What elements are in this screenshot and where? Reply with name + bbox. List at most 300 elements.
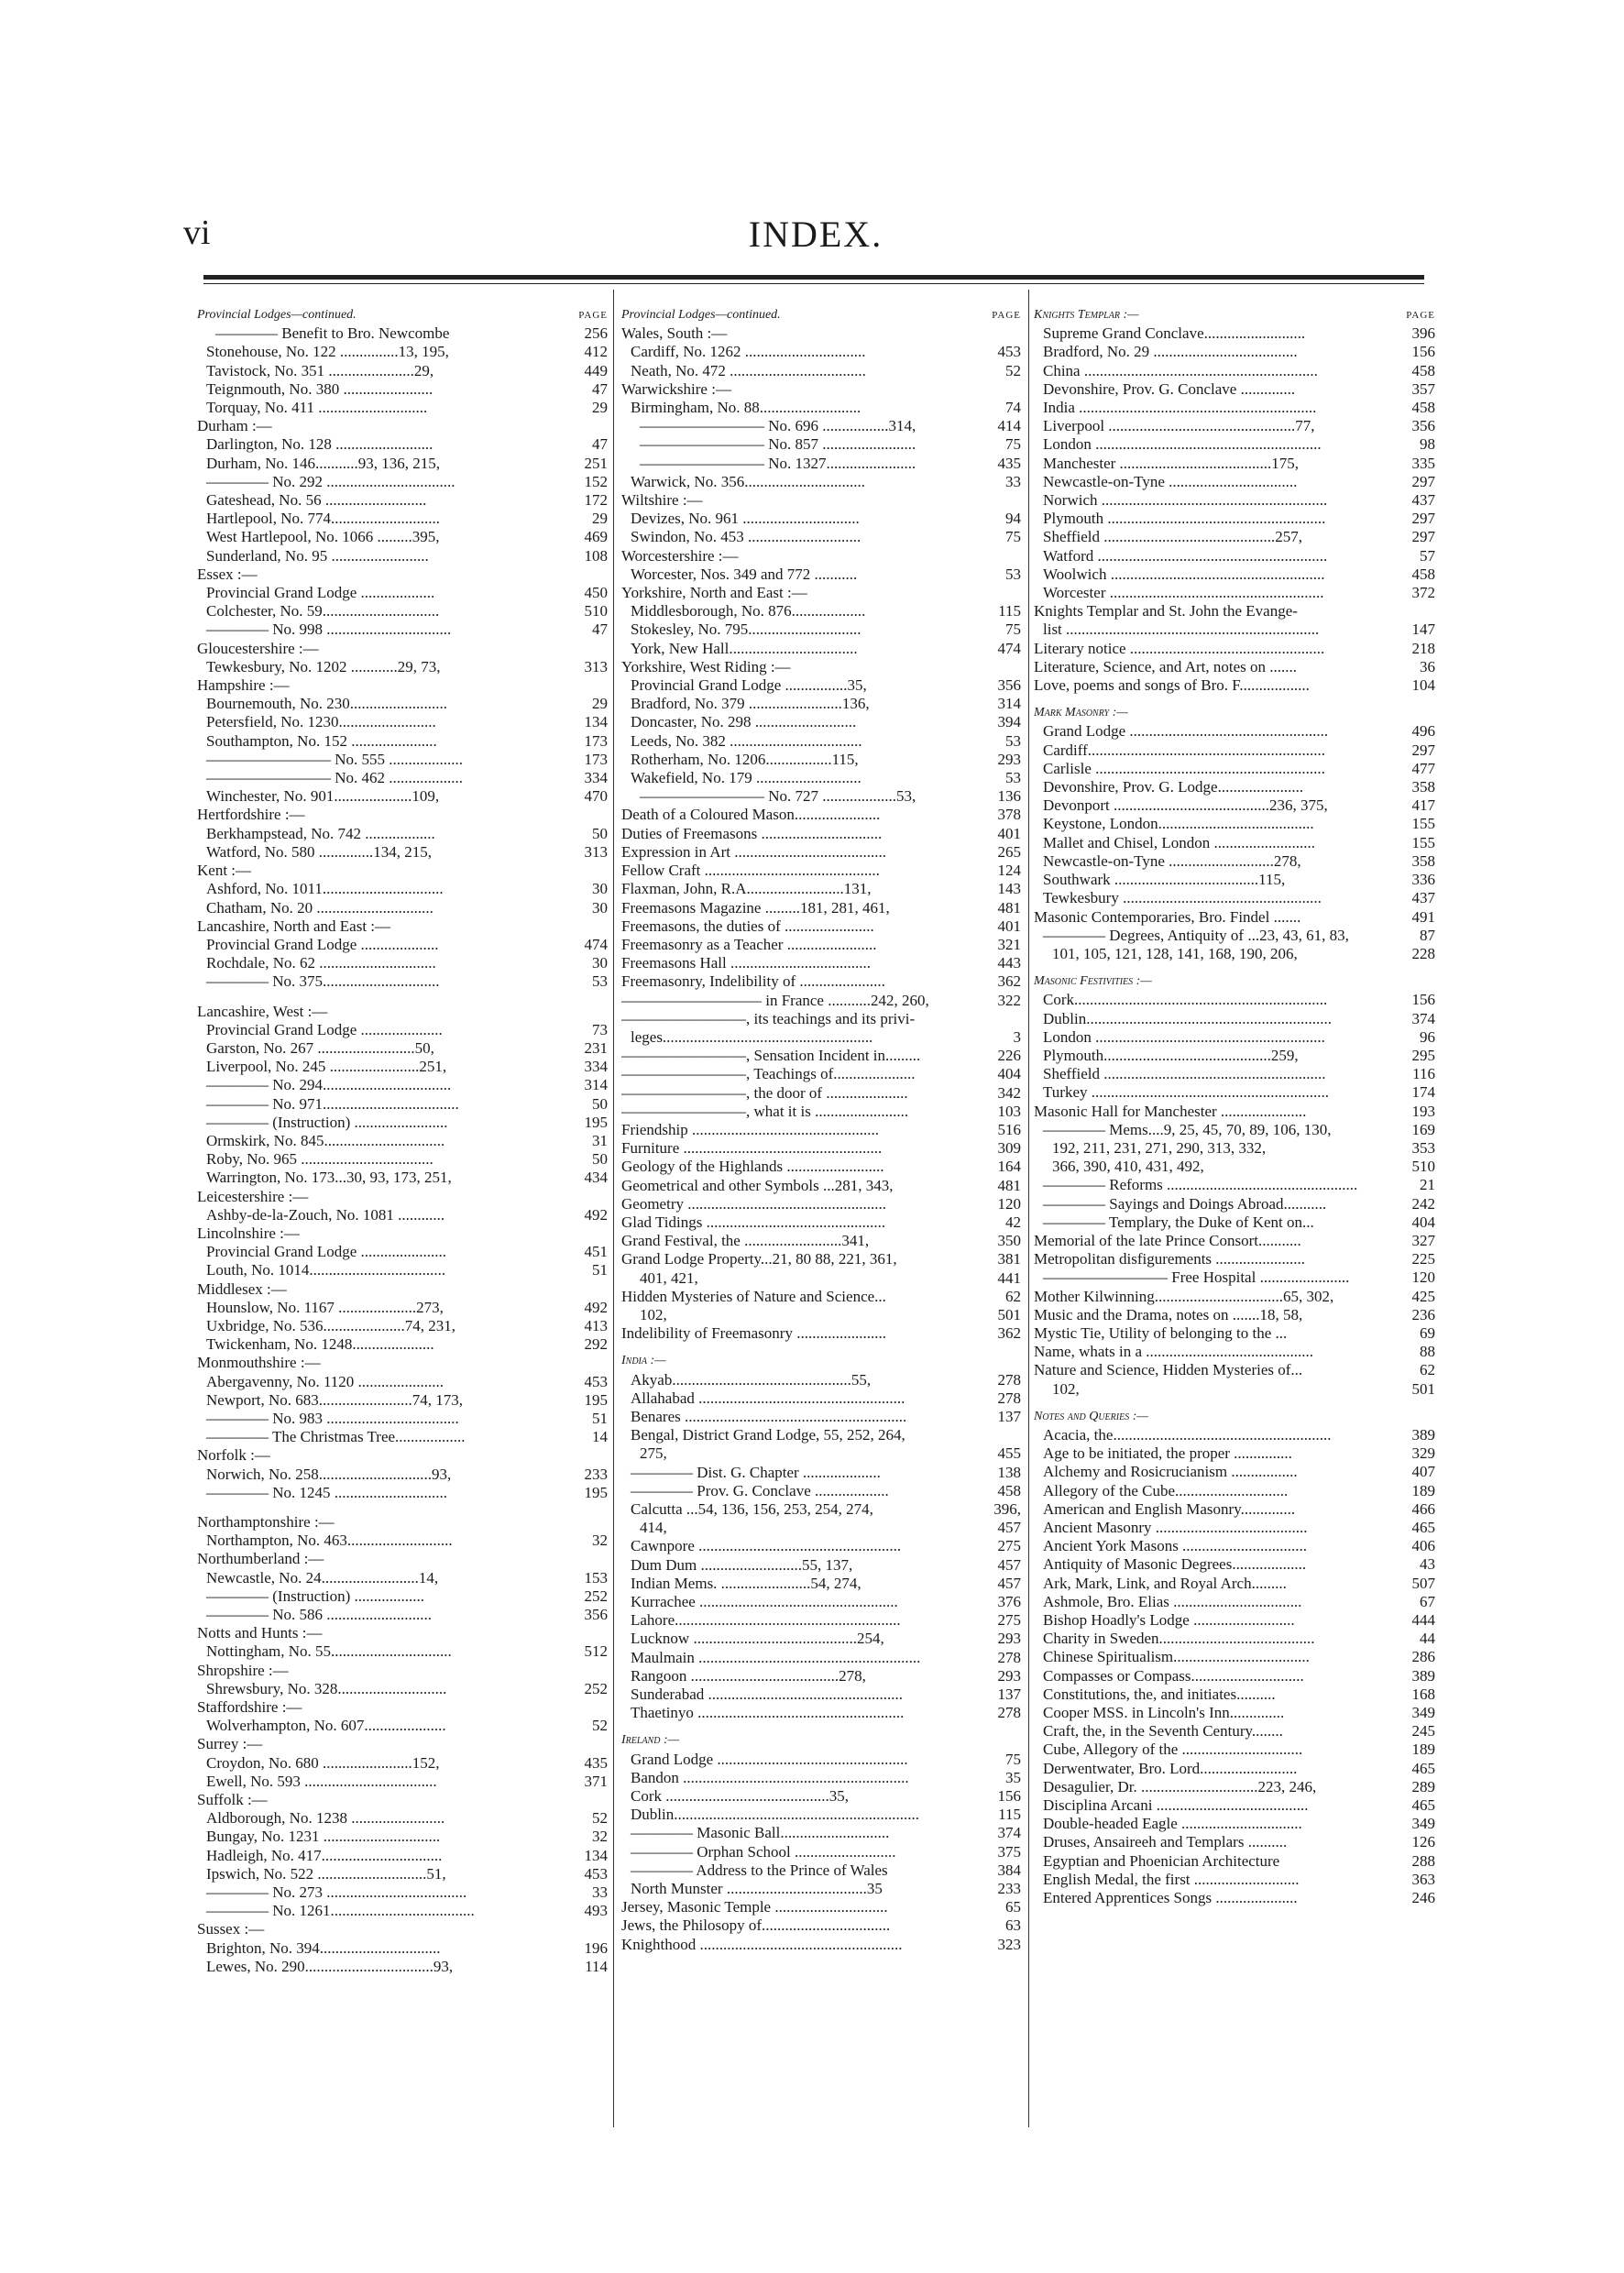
page-number: 108	[581, 547, 609, 566]
entry-text: Freemasons Magazine .........181, 281, 461,	[621, 898, 890, 917]
index-entry	[197, 1902, 608, 1920]
page-number: 510	[1409, 1158, 1436, 1176]
entry-text: Torquay, No. 411 ............................	[206, 399, 428, 417]
page-number: 313	[581, 843, 609, 862]
index-entry	[621, 640, 1021, 658]
entry-text: Stokesley, No. 795.............................	[631, 620, 861, 639]
index-entry	[621, 1519, 1021, 1537]
index-entry	[197, 695, 608, 713]
entry-text: ———— Reforms .................................................	[1043, 1176, 1358, 1194]
entry-text: Lincolnshire :—	[197, 1224, 300, 1242]
index-entry	[197, 584, 608, 602]
entry-text: ———————— No. 696 .................314,	[640, 417, 916, 435]
index-entry	[621, 695, 1021, 713]
page-number: 335	[1409, 455, 1436, 473]
index-entry	[197, 343, 608, 361]
index-entry	[197, 473, 608, 491]
entry-text: Chatham, No. 20 ..............................	[206, 898, 433, 917]
index-entry	[1034, 324, 1435, 343]
page-number: 376	[994, 1593, 1022, 1611]
index-entry	[1034, 1028, 1435, 1047]
entry-text: Cube, Allegory of the ...............................	[1043, 1740, 1303, 1759]
page-number: 297	[1409, 741, 1436, 760]
page-number: 75	[1002, 1751, 1021, 1769]
index-entry	[621, 1121, 1021, 1139]
index-entry	[621, 1751, 1021, 1769]
entry-text: Ipswich, No. 522 ............................51,	[206, 1864, 446, 1883]
index-entry	[621, 620, 1021, 639]
index-entry	[621, 491, 1021, 510]
page-number: 164	[994, 1158, 1022, 1176]
page-number: 417	[1409, 796, 1436, 815]
entry-text: ————————, the door of .....................	[621, 1083, 908, 1102]
entry-text: Gateshead, No. 56 ..........................	[206, 491, 427, 510]
entry-text: Freemasonry as a Teacher .......................	[621, 935, 877, 953]
page-number: 481	[994, 1177, 1022, 1195]
entry-text: 366, 390, 410, 431, 492,	[1052, 1158, 1204, 1176]
index-entry	[197, 917, 608, 936]
page-number: 292	[581, 1335, 609, 1354]
page-number: 51	[588, 1410, 608, 1428]
page-number: 457	[994, 1556, 1022, 1575]
page-number: 357	[1409, 380, 1436, 399]
index-entry	[197, 1773, 608, 1791]
index-entry	[197, 825, 608, 843]
index-entry	[621, 1464, 1021, 1482]
page-number: 57	[1416, 547, 1435, 566]
section-heading: Masonic Festivities :—	[1034, 974, 1152, 989]
index-entry	[1034, 1778, 1435, 1796]
page-number: 124	[994, 862, 1022, 880]
page-number: 115	[994, 1806, 1021, 1824]
index-entry	[1034, 1500, 1435, 1519]
page-number: 453	[994, 343, 1022, 361]
entry-text: Tewkesbury, No. 1202 ............29, 73,	[206, 657, 441, 675]
page-number: 412	[581, 343, 609, 361]
index-entry	[1034, 1871, 1435, 1889]
entry-text: Sussex :—	[197, 1920, 265, 1938]
index-entry	[621, 1269, 1021, 1288]
page-number: 21	[1416, 1176, 1435, 1194]
entry-text: 401, 421,	[640, 1268, 698, 1287]
page-number: 404	[1409, 1213, 1436, 1232]
page-number: 47	[588, 435, 608, 454]
page-title: INDEX.	[748, 214, 883, 255]
index-entry	[197, 676, 608, 695]
page-number: 174	[1409, 1083, 1436, 1102]
index-entry	[197, 1446, 608, 1465]
entry-text: Garston, No. 267 .........................50,	[206, 1038, 434, 1057]
entry-text: Duties of Freemasons ...............................	[621, 824, 883, 842]
entry-list	[197, 324, 608, 1976]
page-number: 492	[581, 1206, 609, 1224]
page-number: 147	[1409, 620, 1436, 639]
index-entry	[1034, 380, 1435, 399]
page-number: 120	[994, 1195, 1022, 1213]
entry-text: Leeds, No. 382 ..................................	[631, 731, 862, 750]
page-number: 455	[994, 1444, 1022, 1463]
page-number: 314	[581, 1076, 609, 1094]
entry-text: Indian Mems. .......................54, 274,	[631, 1574, 861, 1592]
index-entry	[197, 936, 608, 954]
index-entry	[197, 1150, 608, 1169]
entry-text: Rangoon ......................................278,	[631, 1666, 866, 1685]
entry-text: Masonic Hall for Manchester ......................	[1034, 1102, 1307, 1120]
page-number: 323	[994, 1936, 1022, 1954]
page-number: 30	[588, 880, 608, 898]
entry-text: Masonic Contemporaries, Bro. Findel .......	[1034, 907, 1301, 926]
entry-text: Mallet and Chisel, London ..........................	[1043, 833, 1316, 851]
page-number: 195	[581, 1484, 609, 1502]
entry-text: Literary notice ..................................................	[1034, 639, 1325, 657]
column-head-title: Provincial Lodges—continued.	[621, 308, 781, 322]
page-number: 329	[1409, 1444, 1436, 1463]
index-entry	[1034, 602, 1435, 620]
page-number: 293	[994, 751, 1022, 769]
entry-text: Provincial Grand Lodge ....................	[206, 935, 439, 953]
index-entry	[197, 806, 608, 824]
entry-text: Ancient York Masons ................................	[1043, 1537, 1308, 1555]
entry-text: Disciplina Arcani .......................................	[1043, 1796, 1309, 1815]
page-number: 297	[1409, 528, 1436, 546]
entry-text: Southwark .....................................115,	[1043, 871, 1286, 889]
entry-text: Provincial Grand Lodge ......................	[206, 1243, 447, 1261]
header-thick-rule	[203, 275, 1424, 280]
entry-text: Devonshire, Prov. G. Lodge......................	[1043, 778, 1304, 796]
page-number: 378	[994, 806, 1022, 824]
entry-text: Freemasons, the duties of .......................	[621, 917, 874, 935]
entry-text: ————————, Sensation Incident in.........	[621, 1047, 921, 1065]
index-entry	[1034, 1047, 1435, 1065]
page-number: 286	[1409, 1648, 1436, 1666]
index-entry	[1034, 945, 1435, 963]
entry-text: Provincial Grand Lodge ...................	[206, 584, 435, 602]
page-number: 156	[994, 1787, 1022, 1806]
page-number: 35	[1002, 1769, 1021, 1787]
index-entry	[197, 972, 608, 991]
page-number: 173	[581, 732, 609, 751]
index-entry	[197, 1132, 608, 1150]
entry-text: ————————, its teachings and its privi-	[621, 1009, 916, 1027]
index-entry	[621, 1444, 1021, 1463]
page-number: 252	[581, 1587, 609, 1606]
entry-text: ———— No. 1261.....................................	[206, 1902, 475, 1920]
entry-text: Birmingham, No. 88..........................	[631, 399, 861, 417]
entry-text: ————————— in France ...........242, 260,	[621, 991, 929, 1009]
page-number: 371	[581, 1773, 609, 1791]
index-entry	[197, 1003, 608, 1021]
index-entry	[1034, 834, 1435, 852]
page-number: 374	[994, 1824, 1022, 1842]
index-entry	[621, 1426, 1021, 1444]
index-entry	[621, 1787, 1021, 1806]
index-entry	[197, 1114, 608, 1132]
entry-text: China ............................................................	[1043, 361, 1318, 379]
entry-text: Dublin...............................................................	[631, 1806, 919, 1824]
index-entry	[1034, 1444, 1435, 1463]
entry-text: ———— No. 971...................................	[206, 1094, 459, 1113]
index-entry	[1034, 1796, 1435, 1815]
index-entry	[197, 1335, 608, 1354]
page-label: PAGE	[992, 310, 1021, 321]
entry-text: Metropolitan disfigurements .......................	[1034, 1250, 1306, 1268]
page-number: 458	[1409, 399, 1436, 417]
page-number: 88	[1416, 1343, 1435, 1361]
page-number: 252	[581, 1680, 609, 1698]
page-number: 33	[588, 1883, 608, 1902]
index-entry	[621, 1630, 1021, 1648]
page-number: 434	[581, 1169, 609, 1187]
page-number: 362	[994, 972, 1022, 991]
entry-text: Bengal, District Grand Lodge, 55, 252, 264,	[631, 1426, 905, 1444]
index-entry	[197, 1021, 608, 1039]
entry-text: Name, whats in a ...........................................	[1034, 1343, 1314, 1361]
page-number: 278	[994, 1389, 1022, 1408]
index-entry	[197, 1791, 608, 1809]
page-number: 465	[1409, 1760, 1436, 1778]
entry-text: Compasses or Compass.............................	[1043, 1666, 1304, 1685]
entry-text: Newcastle, No. 24.........................14,	[206, 1568, 439, 1587]
entry-text: Leicestershire :—	[197, 1187, 309, 1205]
index-entry	[197, 1224, 608, 1243]
index-entry	[1034, 1268, 1435, 1287]
entry-text: Cork ..........................................35,	[631, 1787, 849, 1806]
page-number: 389	[1409, 1667, 1436, 1686]
index-entry	[197, 1513, 608, 1532]
entry-text: Watford, No. 580 ..............134, 215,	[206, 842, 433, 861]
index-entry	[621, 1537, 1021, 1555]
entry-text: ———— Degrees, Antiquity of ...23, 43, 61, 83,	[1043, 926, 1349, 944]
entry-text: London ...........................................................	[1043, 1027, 1325, 1046]
page-number: 52	[1002, 362, 1021, 380]
entry-text: Swindon, No. 453 .............................	[631, 528, 861, 546]
index-entry	[197, 1076, 608, 1094]
index-entry	[197, 1428, 608, 1446]
entry-text: West Hartlepool, No. 1066 .........395,	[206, 528, 440, 546]
entry-text: ———— (Instruction) ........................	[206, 1113, 448, 1131]
index-entry	[1034, 1361, 1435, 1379]
page-number: 293	[994, 1630, 1022, 1648]
entry-text: ———— No. 273 ....................................	[206, 1883, 467, 1902]
column-head	[621, 306, 1021, 324]
page-number: 453	[581, 1865, 609, 1883]
index-entry	[621, 528, 1021, 546]
page-number: 233	[994, 1880, 1022, 1898]
page-number: 425	[1409, 1288, 1436, 1306]
page-number: 372	[1409, 584, 1436, 602]
index-entry	[1034, 1250, 1435, 1268]
page-number: 251	[581, 455, 609, 473]
index-entry	[1034, 1213, 1435, 1232]
entry-text: Bradford, No. 379 ........................136,	[631, 695, 870, 713]
index-entry	[197, 751, 608, 769]
entry-text: Norwich, No. 258.............................93,	[206, 1465, 452, 1483]
page-number: 375	[994, 1843, 1022, 1861]
page-number: 465	[1409, 1796, 1436, 1815]
entry-text: Ashmole, Bro. Elias .................................	[1043, 1592, 1302, 1610]
page-number: 103	[994, 1103, 1022, 1121]
index-entry	[621, 1824, 1021, 1842]
column-head-title: Knights Templar :—	[1034, 308, 1139, 322]
index-entry	[197, 862, 608, 880]
entry-text: Devizes, No. 961 ..............................	[631, 510, 860, 528]
column-head-title: Provincial Lodges—continued.	[197, 308, 357, 322]
index-entry	[197, 1569, 608, 1587]
page-number: 74	[1002, 399, 1021, 417]
index-entry	[621, 862, 1021, 880]
page-number: 362	[994, 1324, 1022, 1343]
page-number: 30	[588, 899, 608, 917]
index-entry	[197, 1243, 608, 1261]
page-number: 474	[994, 640, 1022, 658]
entry-text: 102,	[640, 1305, 667, 1323]
entry-text: Southampton, No. 152 ......................	[206, 731, 437, 750]
entry-text: Benares .........................................................	[631, 1407, 907, 1425]
page-number: 374	[1409, 1010, 1436, 1028]
index-entry	[1034, 1760, 1435, 1778]
entry-text: Newcastle-on-Tyne ...........................278,	[1043, 851, 1301, 870]
entry-text: Devonshire, Prov. G. Conclave ..............	[1043, 379, 1296, 398]
page-number: 501	[1409, 1380, 1436, 1399]
page-number: 289	[1409, 1778, 1436, 1796]
page-number: 63	[1002, 1916, 1021, 1935]
index-entry	[197, 602, 608, 620]
entry-text: ———— The Christmas Tree..................	[206, 1428, 466, 1446]
index-entry	[621, 1010, 1021, 1028]
index-entry	[197, 1317, 608, 1335]
index-entry	[1034, 417, 1435, 435]
index-entry	[621, 1806, 1021, 1824]
index-entry	[1034, 852, 1435, 871]
entry-text: Kurrachee ...................................................	[631, 1593, 898, 1611]
entry-text: Monmouthshire :—	[197, 1354, 321, 1372]
index-entry	[1034, 676, 1435, 695]
entry-text: American and English Masonry..............	[1043, 1499, 1296, 1518]
entry-text: 102,	[1052, 1379, 1080, 1398]
index-entry	[197, 1920, 608, 1938]
index-entry	[621, 843, 1021, 862]
page-number: 349	[1409, 1704, 1436, 1722]
entry-text: Lewes, No. 290.................................93,	[206, 1957, 454, 1975]
page-number: 29	[588, 695, 608, 713]
index-entry	[1034, 760, 1435, 778]
entry-text: Indelibility of Freemasonry .......................	[621, 1324, 886, 1343]
entry-text: Plymouth ........................................................	[1043, 510, 1326, 528]
page-number: 246	[1409, 1889, 1436, 1907]
entry-text: Croydon, No. 680 .......................152,	[206, 1753, 440, 1772]
page-number: 477	[1409, 760, 1436, 778]
index-entry	[621, 1575, 1021, 1593]
entry-text: Woolwich .......................................................	[1043, 565, 1325, 583]
index-entry	[1034, 343, 1435, 361]
page-number: 492	[581, 1299, 609, 1317]
index-entry	[621, 1065, 1021, 1083]
index-entry	[621, 732, 1021, 751]
page-number: 297	[1409, 510, 1436, 528]
page-number: 481	[994, 899, 1022, 917]
page-number: 236	[1409, 1306, 1436, 1324]
index-entry	[621, 473, 1021, 491]
index-entry	[197, 324, 608, 343]
page-number: 152	[581, 473, 609, 491]
index-entry	[1034, 815, 1435, 833]
entry-text: Glad Tidings ..............................................	[621, 1213, 886, 1231]
page-number: 226	[994, 1047, 1022, 1065]
entry-text: Tewkesbury ...................................................	[1043, 889, 1322, 907]
spacer	[197, 992, 608, 1003]
entry-text: Friendship ................................................	[621, 1120, 879, 1138]
entry-text: Gloucestershire :—	[197, 639, 319, 657]
entry-text: Geology of the Highlands .........................	[621, 1158, 884, 1176]
page-number: 435	[994, 455, 1022, 473]
entry-text: Essex :—	[197, 565, 258, 583]
entry-text: Surrey :—	[197, 1735, 263, 1753]
entry-text: ———— No. 983 ..................................	[206, 1409, 459, 1427]
page-number: 327	[1409, 1232, 1436, 1250]
index-entry	[621, 1232, 1021, 1250]
page-number: 156	[1409, 343, 1436, 361]
entry-text: Freemasonry, Indelibility of ......................	[621, 972, 885, 991]
page-folio: vi	[183, 214, 211, 252]
index-entry	[621, 1047, 1021, 1065]
index-entry	[1034, 908, 1435, 927]
entry-text: ———————— No. 555 ...................	[206, 750, 464, 768]
entry-text: Carlisle ...........................................................	[1043, 759, 1325, 777]
entry-text: Knighthood ....................................................	[621, 1935, 903, 1953]
entry-text: Northamptonshire :—	[197, 1513, 335, 1531]
page-number: 401	[994, 917, 1022, 936]
page-number: 153	[581, 1569, 609, 1587]
page-number: 120	[1409, 1268, 1436, 1287]
page-number: 75	[1002, 435, 1021, 454]
page-number: 114	[581, 1958, 608, 1976]
page-number: 443	[994, 954, 1022, 972]
page-number: 156	[1409, 991, 1436, 1009]
entry-text: Sheffield .........................................................	[1043, 1065, 1326, 1083]
page-number: 275	[994, 1537, 1022, 1555]
index-entry	[197, 1188, 608, 1206]
page-number: 50	[588, 1095, 608, 1114]
entry-text: Jersey, Masonic Temple .............................	[621, 1898, 888, 1916]
entry-text: Bishop Hoadly's Lodge ..........................	[1043, 1611, 1295, 1630]
index-entry	[621, 787, 1021, 806]
page-number: 231	[581, 1039, 609, 1058]
index-entry	[1034, 1324, 1435, 1343]
page-number: 396	[1409, 324, 1436, 343]
entry-text: Memorial of the late Prince Consort...........	[1034, 1231, 1301, 1249]
page-number: 406	[1409, 1537, 1436, 1555]
index-entry	[1034, 1195, 1435, 1213]
page-number: 321	[994, 936, 1022, 954]
entry-text: ———— Sayings and Doings Abroad...........	[1043, 1194, 1327, 1213]
index-entry	[197, 954, 608, 972]
index-entry	[621, 566, 1021, 584]
index-entry	[621, 1371, 1021, 1389]
index-entry	[621, 362, 1021, 380]
index-entry	[197, 1299, 608, 1317]
page-number: 396,	[990, 1500, 1021, 1519]
page-number: 42	[1002, 1213, 1021, 1232]
index-entry	[197, 1698, 608, 1717]
index-entry	[1034, 927, 1435, 945]
index-entry	[621, 547, 1021, 566]
entry-text: Ormskirk, No. 845...............................	[206, 1131, 445, 1149]
page-number: 384	[994, 1861, 1022, 1880]
index-entry	[621, 1769, 1021, 1787]
entry-text: Ewell, No. 593 ..................................	[206, 1772, 437, 1790]
page-number: 172	[581, 491, 609, 510]
index-entry	[197, 417, 608, 435]
